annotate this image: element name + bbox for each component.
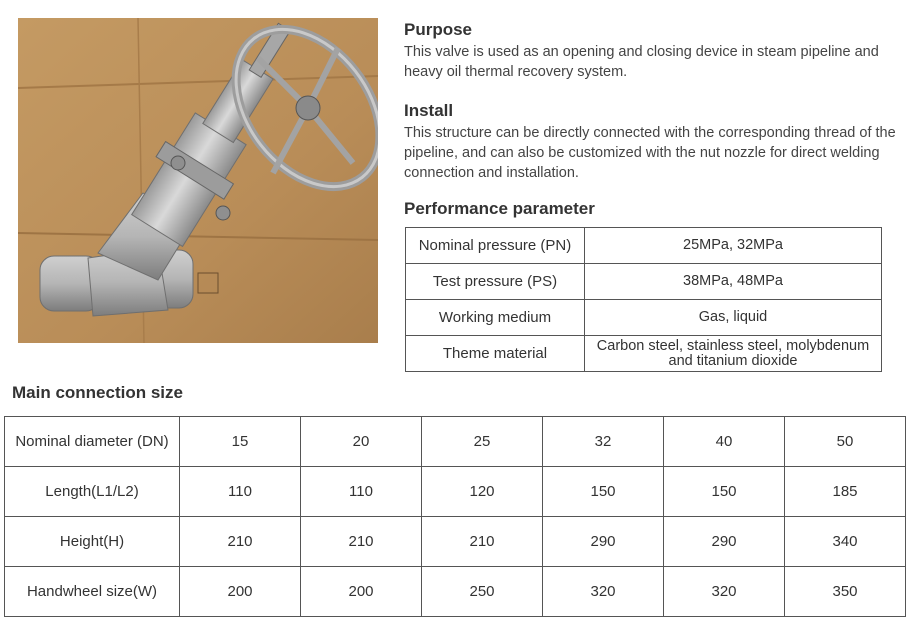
size-cell: 250 (422, 567, 543, 617)
purpose-heading: Purpose (404, 20, 473, 39)
table-row (5, 467, 906, 517)
size-cell: 20 (301, 417, 422, 467)
param-label: Theme material (406, 336, 585, 372)
size-cell: 200 (180, 567, 301, 617)
size-cell: 340 (785, 517, 906, 567)
connection-size-table (4, 416, 906, 617)
table-row (406, 228, 882, 264)
param-value: Gas, liquid (585, 300, 882, 336)
size-cell: 110 (301, 467, 422, 517)
param-label: Nominal pressure (PN) (406, 228, 585, 264)
performance-table (405, 227, 882, 372)
table-row (406, 264, 882, 300)
table-row (5, 567, 906, 617)
install-text: This structure can be directly connected with the corresponding thread of the pipeline, and can also be customized with the nut nozzle for direct welding connection and installation. (404, 125, 896, 181)
table-row (5, 417, 906, 467)
size-cell: 120 (422, 467, 543, 517)
size-cell: 320 (543, 567, 664, 617)
size-cell: 320 (664, 567, 785, 617)
size-cell: 290 (664, 517, 785, 567)
size-cell: 210 (180, 517, 301, 567)
size-cell: 150 (543, 467, 664, 517)
param-value: Carbon steel, stainless steel, molybdenum and titanium dioxide (585, 336, 882, 372)
size-cell: 200 (301, 567, 422, 617)
table-row (5, 517, 906, 567)
size-cell: 50 (785, 417, 906, 467)
size-label: Nominal diameter (DN) (5, 417, 180, 467)
size-cell: 185 (785, 467, 906, 517)
size-cell: 40 (664, 417, 785, 467)
size-label: Length(L1/L2) (5, 467, 180, 517)
y-valve-illustration (18, 18, 378, 343)
size-cell: 15 (180, 417, 301, 467)
purpose-text: This valve is used as an opening and closing device in steam pipeline and heavy oil thermal recovery system. (404, 44, 879, 80)
size-cell: 210 (301, 517, 422, 567)
product-photo (18, 18, 378, 343)
size-cell: 290 (543, 517, 664, 567)
size-cell: 32 (543, 417, 664, 467)
size-label: Handwheel size(W) (5, 567, 180, 617)
param-label: Test pressure (PS) (406, 264, 585, 300)
size-cell: 110 (180, 467, 301, 517)
size-cell: 350 (785, 567, 906, 617)
size-label: Height(H) (5, 517, 180, 567)
performance-heading: Performance parameter (404, 199, 595, 218)
param-label: Working medium (406, 300, 585, 336)
connection-heading: Main connection size (12, 383, 183, 402)
table-row (406, 336, 882, 372)
param-value: 25MPa, 32MPa (585, 228, 882, 264)
size-cell: 25 (422, 417, 543, 467)
table-row (406, 300, 882, 336)
install-heading: Install (404, 101, 454, 120)
size-cell: 210 (422, 517, 543, 567)
size-cell: 150 (664, 467, 785, 517)
param-value: 38MPa, 48MPa (585, 264, 882, 300)
